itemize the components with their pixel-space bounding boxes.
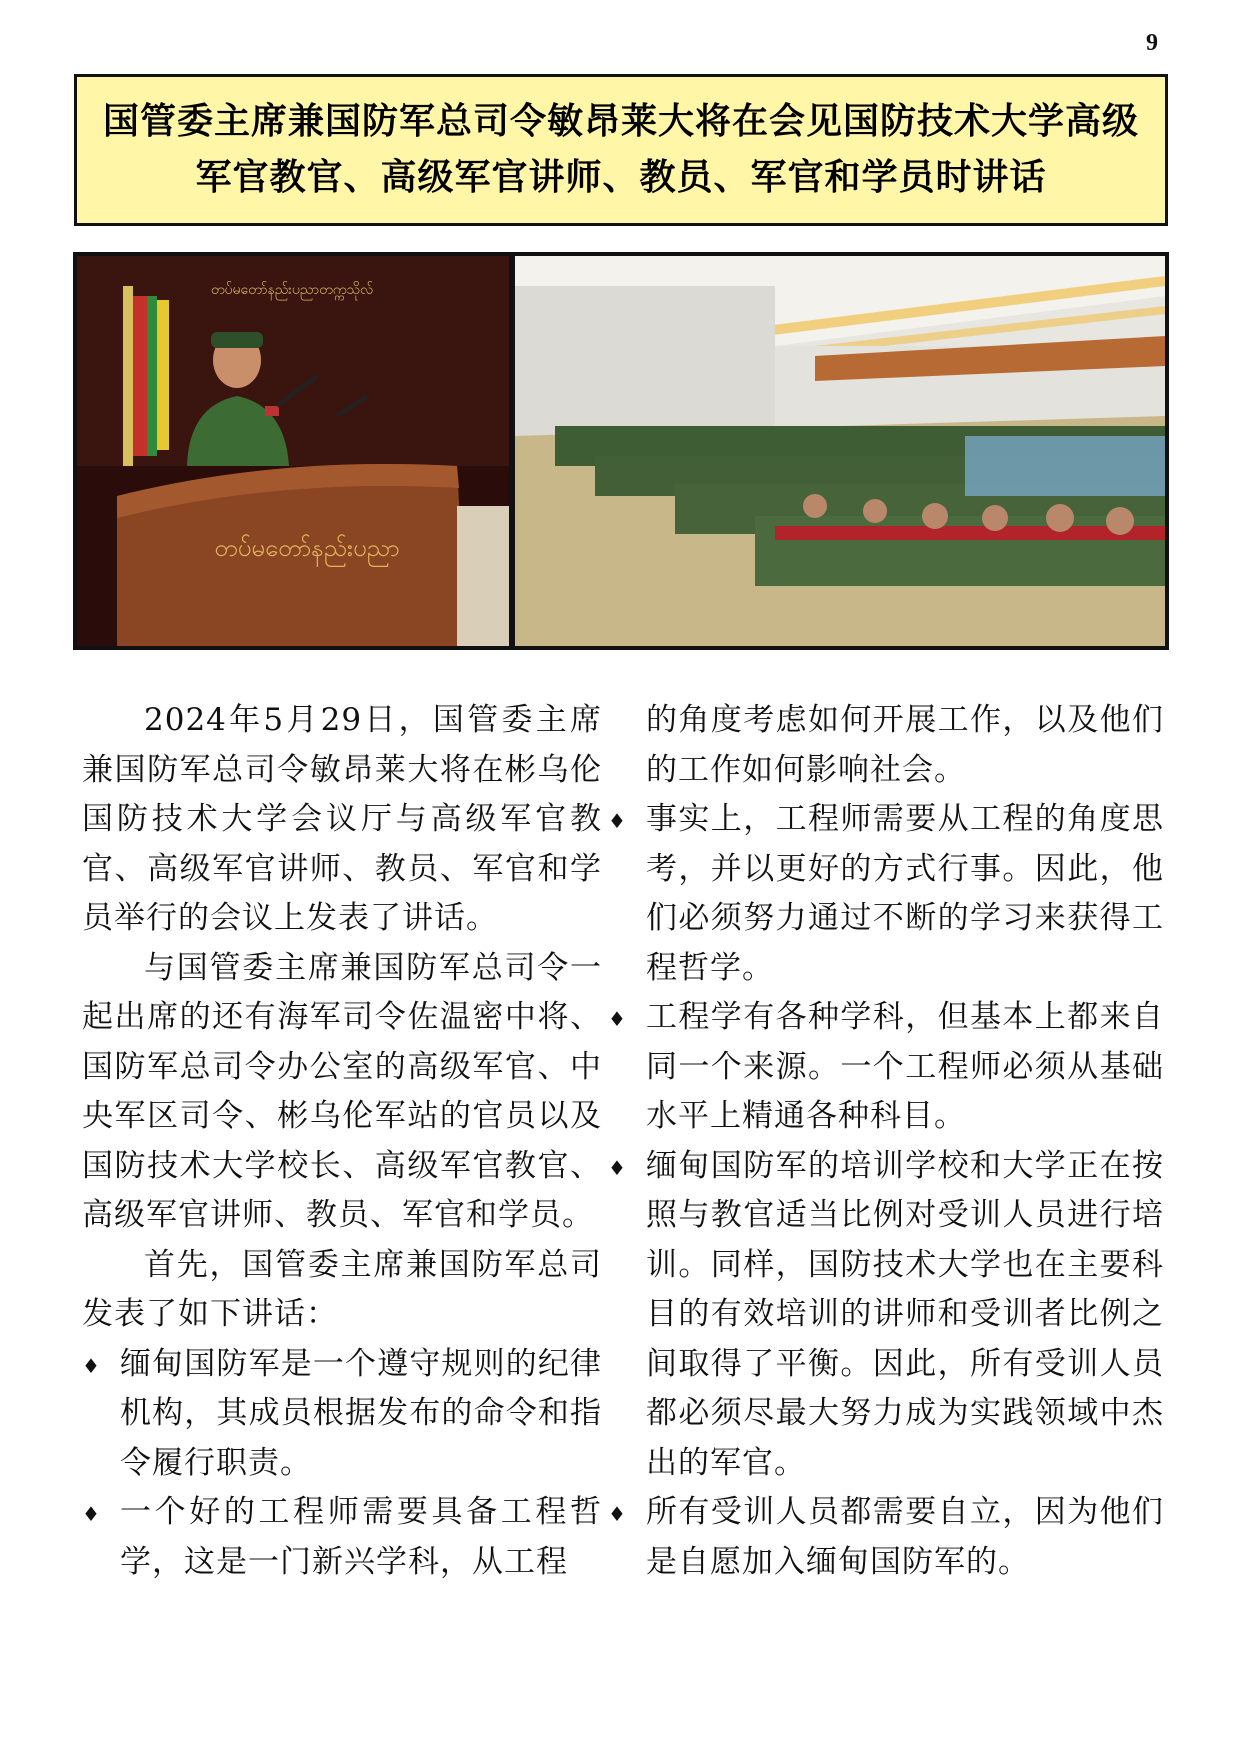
bullet-item-2: ♦ 一个好的工程师需要具备工程哲学，这是一门新兴学科，从工程 [82, 1488, 602, 1587]
paragraph-2: 与国管委主席兼国防军总司令一起出席的还有海军司令佐温密中将、国防军总司令办公室的高级军官、中央军区司令、彬乌伦军站的官员以及国防技术大学校长、高级军官教官、高级军官讲师、教员、军官和学员。 [82, 949, 602, 1233]
audience-photo [515, 256, 1165, 646]
speaker-podium-text: တပ်မတော်နည်းပညာ [214, 534, 400, 562]
bullet-item-5: ♦ 缅甸国防军的培训学校和大学正在按照与教官适当比例对受训人员进行培训。同样，国防技术大学也在主要科目的有效培训的讲师和受训者比例之间取得了平衡。因此，所有受训人员都必须尽最大努力成为实践领域中杰出的军官。 [608, 1142, 1164, 1489]
bullet-item-4: ♦ 工程学有各种学科，但基本上都来自同一个来源。一个工程师必须从基础水平上精通各种科目。 [608, 993, 1164, 1142]
bullet-item-2-continued: 的角度考虑如何开展工作，以及他们的工作如何影响社会。 [646, 702, 1164, 788]
paragraph-3: 首先，国管委主席兼国防军总司发表了如下讲话： [82, 1246, 602, 1332]
speaker-photo [77, 256, 509, 646]
page-number: 9 [1146, 30, 1158, 56]
title-box [74, 74, 1168, 226]
paragraph-1: 2024年5月29日，国管委主席兼国防军总司令敏昂莱大将在彬乌伦国防技术大学会议厅与高级军官教官、高级军官讲师、教员、军官和学员举行的会议上发表了讲话。 [82, 702, 602, 936]
title-line-2: 军官教官、高级军官讲师、教员、军官和学员时讲话 [195, 157, 1047, 198]
left-column [82, 696, 602, 1587]
bullet-item-3: ♦ 事实上，工程师需要从工程的角度思考，并以更好的方式行事。因此，他们必须努力通过不断的学习来获得工程哲学。 [608, 795, 1164, 993]
bullet-item-1: ♦ 缅甸国防军是一个遵守规则的纪律机构，其成员根据发布的命令和指令履行职责。 [82, 1340, 602, 1489]
photo-frame [73, 252, 1169, 650]
speaker-photo-illustration [77, 256, 509, 646]
audience-photo-illustration [515, 256, 1165, 646]
right-column [646, 696, 1164, 1587]
speaker-photo-sign-text: တပ်မတော်နည်းပညာတက္ကသိုလ် [210, 282, 374, 298]
bullet-item-6: ♦ 所有受训人员都需要自立，因为他们是自愿加入缅甸国防军的。 [608, 1488, 1164, 1587]
title-line-1: 国管委主席兼国防军总司令敏昂莱大将在会见国防技术大学高级 [102, 101, 1139, 142]
